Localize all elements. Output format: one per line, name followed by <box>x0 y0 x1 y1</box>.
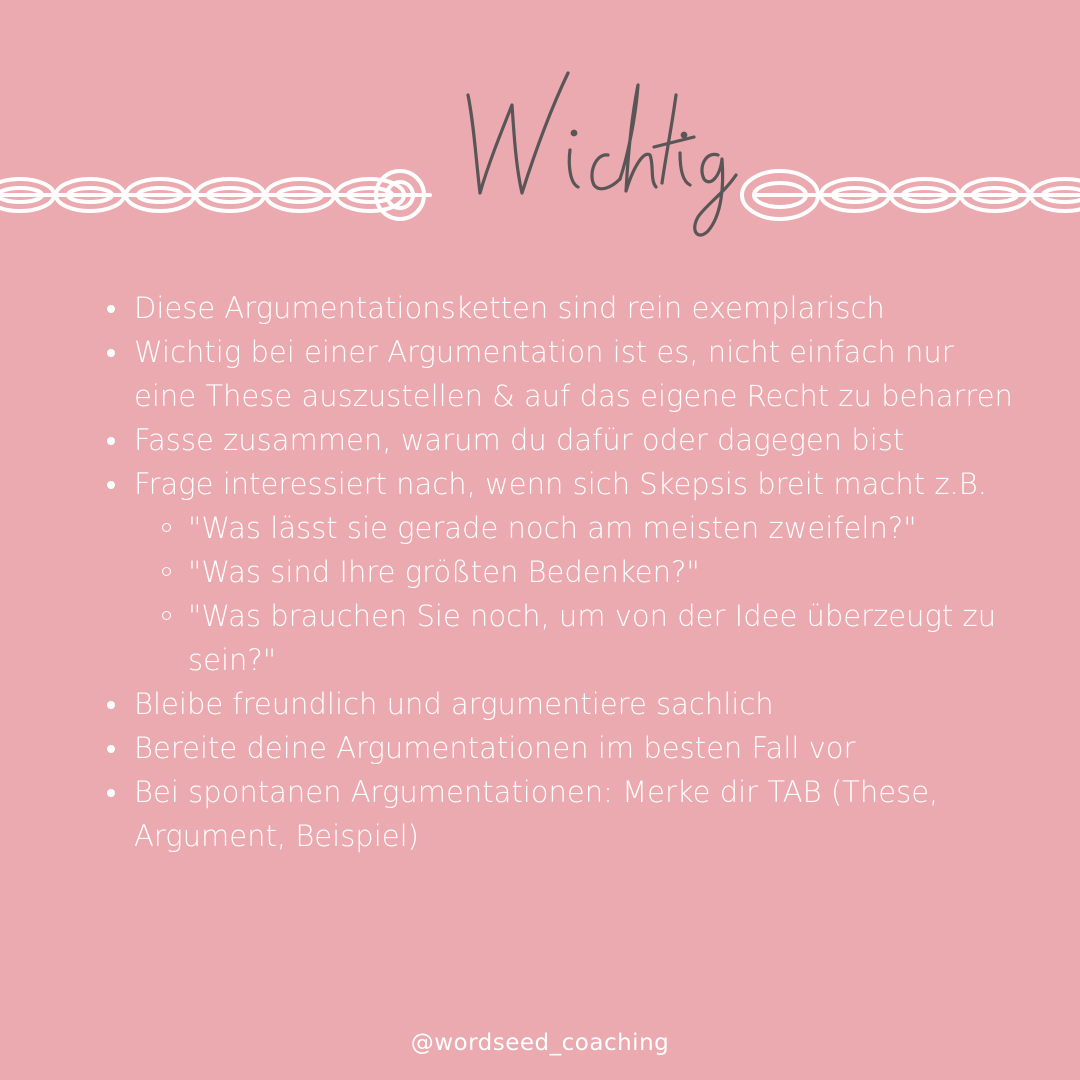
sub-list-item: "Was sind Ihre größten Bedenken?" <box>134 550 1024 594</box>
chain-left-icon <box>0 155 445 235</box>
sub-list-item: "Was lässt sie gerade noch am meisten zweifeln?" <box>134 506 1024 550</box>
list-item: Bleibe freundlich und argumentiere sachlich <box>104 682 1024 726</box>
list-item: Fasse zusammen, warum du dafür oder dagegen bist <box>104 418 1024 462</box>
footer-handle: @wordseed_coaching <box>410 1030 670 1056</box>
page-title <box>440 55 740 245</box>
sub-list-item: "Was brauchen Sie noch, um von der Idee überzeugt zu sein?" <box>134 594 1024 682</box>
list-item <box>104 462 1024 682</box>
list-item: Bei spontanen Argumentationen: Merke dir TAB (These, Argument, Beispiel) <box>104 770 1024 858</box>
sub-list <box>134 506 1024 682</box>
list-item-label: Frage interessiert nach, wenn sich Skepsis breit macht z.B. <box>134 467 987 501</box>
title-script-icon <box>440 55 740 245</box>
chain-right-icon <box>735 155 1080 235</box>
list-item: Wichtig bei einer Argumentation ist es, nicht einfach nur eine These auszustellen & auf das eigene Recht zu beharren <box>104 330 1024 418</box>
list-item: Bereite deine Argumentationen im besten Fall vor <box>104 726 1024 770</box>
header <box>0 55 1080 245</box>
list-item: Diese Argumentationsketten sind rein exemplarisch <box>104 286 1024 330</box>
bullet-list <box>104 286 1024 858</box>
